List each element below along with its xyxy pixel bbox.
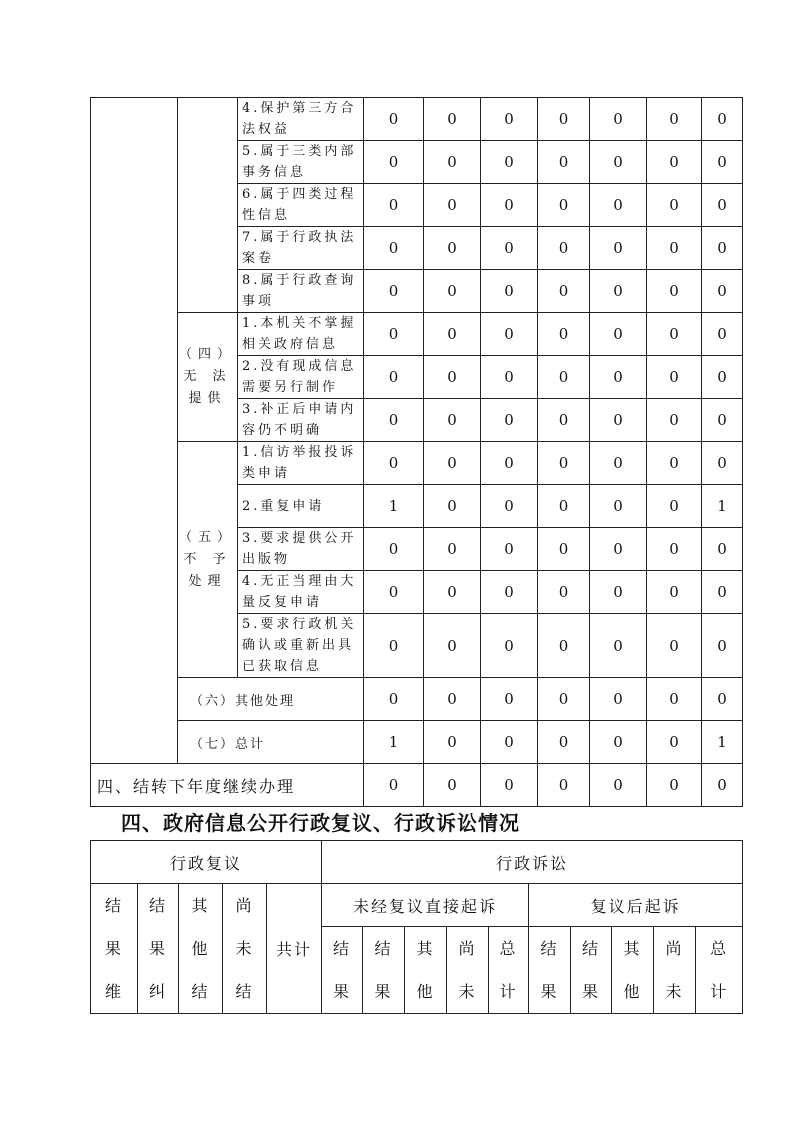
value-cell: 0: [647, 356, 702, 399]
value-cell: 0: [424, 399, 481, 442]
value-cell: 0: [590, 98, 647, 141]
row-item-carryover: 四、结转下年度继续办理: [91, 764, 364, 807]
header-admin-litigation: 行政诉讼: [322, 841, 743, 884]
value-cell: 0: [647, 227, 702, 270]
value-cell: 0: [538, 678, 590, 721]
value-cell: 0: [647, 442, 702, 485]
char: 尚: [665, 939, 684, 958]
review-col-other: [179, 884, 223, 1014]
char: 果: [148, 939, 167, 958]
value-cell: 0: [364, 399, 424, 442]
char: 他: [416, 982, 435, 1001]
row-item: 7.属于行政执法案卷: [238, 227, 364, 270]
value-cell: 0: [590, 356, 647, 399]
value-cell: 0: [364, 678, 424, 721]
value-cell: 0: [424, 442, 481, 485]
section-heading: 四、政府信息公开行政复议、行政诉讼情况: [121, 811, 520, 835]
review-col-upheld: [91, 884, 138, 1014]
row-item: 3.补正后申请内容仍不明确: [238, 399, 364, 442]
char: 结: [374, 939, 393, 958]
category-blank-cell: [178, 98, 238, 313]
suit-col: [529, 927, 571, 1014]
row-item-total: （七）总计: [178, 721, 364, 764]
header-after-review: 复议后起诉: [529, 884, 743, 927]
value-cell: 0: [538, 98, 590, 141]
value-cell: 0: [424, 485, 481, 528]
char: 维: [104, 982, 123, 1001]
value-cell: 0: [647, 528, 702, 571]
char: 其: [623, 939, 642, 958]
row-item: 6.属于四类过程性信息: [238, 184, 364, 227]
value-cell: 0: [590, 614, 647, 678]
value-cell: 0: [364, 614, 424, 678]
value-cell: 0: [702, 528, 743, 571]
row-item: 8.属于行政查询事项: [238, 270, 364, 313]
header-direct-suit: 未经复议直接起诉: [322, 884, 529, 927]
value-cell: 0: [481, 614, 538, 678]
value-cell: 0: [590, 721, 647, 764]
value-cell: 0: [590, 184, 647, 227]
row-item: 1.本机关不掌握相关政府信息: [238, 313, 364, 356]
value-cell: 0: [590, 528, 647, 571]
value-cell: 0: [364, 571, 424, 614]
value-cell: 0: [364, 184, 424, 227]
value-cell: 0: [481, 485, 538, 528]
value-cell: 0: [424, 678, 481, 721]
char: 未: [665, 982, 684, 1001]
category-line: 处理: [188, 573, 227, 589]
value-cell: 0: [538, 141, 590, 184]
char: 果: [582, 982, 601, 1001]
header-admin-review: 行政复议: [91, 841, 322, 884]
char: 结: [333, 939, 352, 958]
value-cell: 0: [702, 270, 743, 313]
row-item: 2.重复申请: [238, 485, 364, 528]
char: 纠: [148, 982, 167, 1001]
value-cell: 0: [481, 356, 538, 399]
review-col-pending: [223, 884, 267, 1014]
value-cell: 0: [538, 227, 590, 270]
value-cell: 0: [647, 721, 702, 764]
value-cell: 0: [424, 528, 481, 571]
value-cell: 0: [538, 485, 590, 528]
value-cell: 0: [702, 399, 743, 442]
row-item: 4.无正当理由大量反复申请: [238, 571, 364, 614]
value-cell: 0: [481, 721, 538, 764]
suit-col: [612, 927, 654, 1014]
value-cell: 0: [424, 721, 481, 764]
value-cell: 0: [364, 270, 424, 313]
value-cell: 0: [481, 764, 538, 807]
char: 结: [235, 982, 254, 1001]
value-cell: 0: [538, 442, 590, 485]
suit-col: [363, 927, 405, 1014]
value-cell: 1: [364, 721, 424, 764]
value-cell: 0: [424, 764, 481, 807]
row-item: 3.要求提供公开出版物: [238, 528, 364, 571]
value-cell: 0: [590, 764, 647, 807]
value-cell: 0: [702, 678, 743, 721]
value-cell: 0: [702, 141, 743, 184]
value-cell: 0: [647, 614, 702, 678]
value-cell: 0: [364, 356, 424, 399]
value-cell: 0: [590, 270, 647, 313]
value-cell: 0: [538, 764, 590, 807]
value-cell: 0: [538, 356, 590, 399]
value-cell: 0: [538, 571, 590, 614]
value-cell: 1: [702, 485, 743, 528]
value-cell: 0: [647, 399, 702, 442]
value-cell: 0: [364, 764, 424, 807]
value-cell: 0: [702, 227, 743, 270]
value-cell: 0: [647, 571, 702, 614]
value-cell: 0: [424, 184, 481, 227]
value-cell: 0: [538, 399, 590, 442]
value-cell: 0: [702, 184, 743, 227]
char: 他: [623, 982, 642, 1001]
category-unable-to-provide: [178, 313, 238, 442]
value-cell: 0: [647, 764, 702, 807]
char: 计: [710, 982, 729, 1001]
char: 计: [499, 982, 518, 1001]
char: 他: [191, 939, 210, 958]
suit-col: [405, 927, 447, 1014]
value-cell: 0: [538, 721, 590, 764]
value-cell: 0: [424, 313, 481, 356]
category-line: （五）: [178, 529, 236, 545]
value-cell: 0: [424, 571, 481, 614]
value-cell: 0: [538, 184, 590, 227]
value-cell: 0: [481, 528, 538, 571]
value-cell: 0: [647, 184, 702, 227]
value-cell: 0: [481, 442, 538, 485]
value-cell: 0: [364, 141, 424, 184]
review-col-total: 共计: [267, 884, 322, 1014]
value-cell: 0: [702, 764, 743, 807]
value-cell: 0: [424, 356, 481, 399]
value-cell: 0: [702, 313, 743, 356]
char: 果: [333, 982, 352, 1001]
char: 结: [540, 939, 559, 958]
value-cell: 0: [481, 399, 538, 442]
value-cell: 1: [364, 485, 424, 528]
row-item: 4.保护第三方合法权益: [238, 98, 364, 141]
value-cell: 0: [538, 614, 590, 678]
char: 果: [104, 939, 123, 958]
value-cell: 0: [481, 270, 538, 313]
char: 果: [540, 982, 559, 1001]
value-cell: 0: [590, 678, 647, 721]
value-cell: 0: [538, 270, 590, 313]
value-cell: 0: [481, 184, 538, 227]
char: 结: [148, 896, 167, 915]
value-cell: 0: [590, 313, 647, 356]
value-cell: 0: [424, 270, 481, 313]
value-cell: 0: [538, 313, 590, 356]
value-cell: 0: [481, 98, 538, 141]
value-cell: 0: [481, 571, 538, 614]
value-cell: 0: [481, 227, 538, 270]
category-not-processed: [178, 442, 238, 678]
value-cell: 0: [424, 141, 481, 184]
row-item: 1.信访举报投诉类申请: [238, 442, 364, 485]
value-cell: 0: [647, 141, 702, 184]
value-cell: 0: [647, 678, 702, 721]
row-item: 5.要求行政机关确认或重新出具已获取信息: [238, 614, 364, 678]
char: 结: [104, 896, 123, 915]
value-cell: 0: [590, 399, 647, 442]
char: 果: [374, 982, 393, 1001]
value-cell: 0: [481, 678, 538, 721]
category-line: 不 予: [183, 551, 232, 567]
char: 其: [191, 896, 210, 915]
value-cell: 0: [702, 614, 743, 678]
char: 总: [710, 939, 729, 958]
value-cell: 1: [702, 721, 743, 764]
char: 尚: [235, 896, 254, 915]
suit-col: [489, 927, 529, 1014]
char: 未: [235, 939, 254, 958]
value-cell: 0: [364, 313, 424, 356]
value-cell: 0: [424, 614, 481, 678]
value-cell: 0: [364, 98, 424, 141]
char: 结: [582, 939, 601, 958]
suit-col: [696, 927, 743, 1014]
value-cell: 0: [424, 227, 481, 270]
suit-col: [322, 927, 363, 1014]
category-line: （四）: [178, 347, 236, 362]
char: 未: [458, 982, 477, 1001]
value-cell: 0: [538, 528, 590, 571]
char: 结: [191, 982, 210, 1001]
value-cell: 0: [364, 528, 424, 571]
value-cell: 0: [481, 313, 538, 356]
value-cell: 0: [424, 98, 481, 141]
review-col-corrected: [138, 884, 179, 1014]
value-cell: 0: [364, 442, 424, 485]
row-item: 2.没有现成信息需要另行制作: [238, 356, 364, 399]
suit-col: [447, 927, 489, 1014]
value-cell: 0: [590, 571, 647, 614]
value-cell: 0: [590, 227, 647, 270]
review-litigation-table: [90, 840, 743, 1014]
value-cell: 0: [647, 313, 702, 356]
value-cell: 0: [590, 442, 647, 485]
value-cell: 0: [647, 98, 702, 141]
value-cell: 0: [364, 227, 424, 270]
category-line: 提供: [188, 391, 227, 406]
value-cell: 0: [702, 356, 743, 399]
value-cell: 0: [590, 485, 647, 528]
value-cell: 0: [647, 270, 702, 313]
value-cell: 0: [702, 98, 743, 141]
value-cell: 0: [481, 141, 538, 184]
disposition-table: [90, 97, 743, 807]
char: 尚: [458, 939, 477, 958]
value-cell: 0: [702, 571, 743, 614]
category-line: 无 法: [183, 369, 232, 384]
row-item-other: （六）其他处理: [178, 678, 364, 721]
value-cell: 0: [647, 485, 702, 528]
char: 其: [416, 939, 435, 958]
suit-col: [571, 927, 612, 1014]
left-blank-cell: [91, 98, 178, 764]
char: 总: [499, 939, 518, 958]
value-cell: 0: [702, 442, 743, 485]
suit-col: [654, 927, 696, 1014]
row-item: 5.属于三类内部事务信息: [238, 141, 364, 184]
value-cell: 0: [590, 141, 647, 184]
